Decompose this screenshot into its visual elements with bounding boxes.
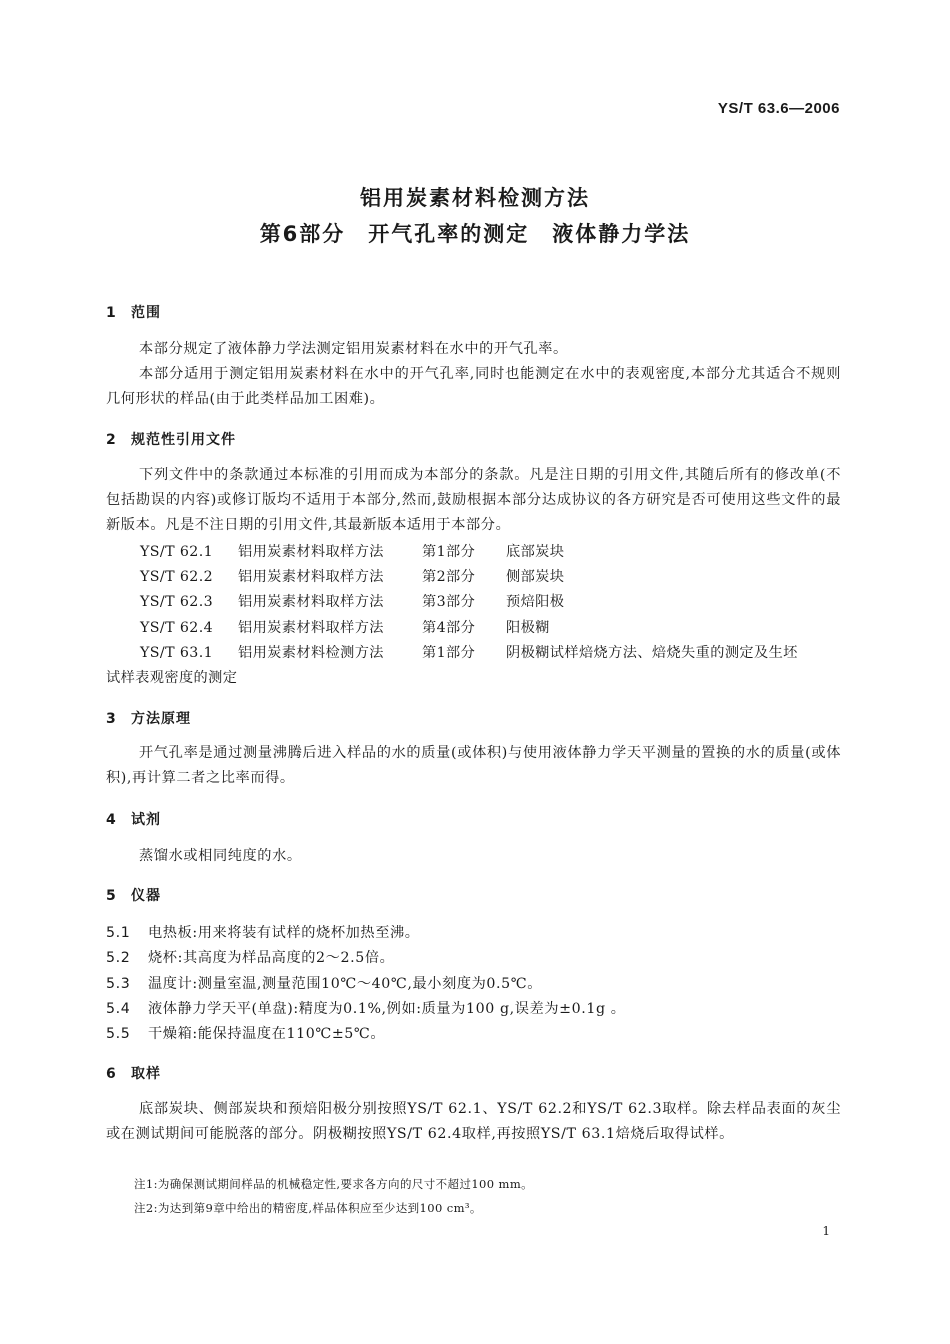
- section-heading-5: [106, 885, 161, 905]
- paragraph: 下列文件中的条款通过本标准的引用而成为本部分的条款。凡是注日期的引用文件,其随后所有的修改单(不包括勘误的内容)或修订版均不适用于本部分,然而,鼓励根据本部分达成协议的各方研究是否可使用这些文件的最新版本。凡是不注日期的引用文件,其最新版本适用于本部分。: [106, 467, 841, 533]
- reference-part: 第4部分: [422, 620, 476, 636]
- item-number: 5.5: [106, 1026, 131, 1042]
- reference-code: YS/T 62.4: [140, 620, 214, 636]
- item-text: 液体静力学天平(单盘):精度为0.1%,例如:质量为100 g,误差为±0.1g 。: [148, 1001, 626, 1017]
- reference-subject: 侧部炭块: [506, 569, 565, 585]
- list-item: [106, 947, 394, 967]
- reference-part: 第3部分: [422, 594, 476, 610]
- paragraph: 开气孔率是通过测量沸腾后进入样品的水的质量(或体积)与使用液体静力学天平测量的置换的水的质量(或体积),再计算二者之比率而得。: [106, 745, 841, 786]
- section-title: 方法原理: [131, 711, 191, 727]
- section-heading-1: [106, 302, 161, 322]
- reference-item: [140, 591, 564, 611]
- reference-title: 铝用炭素材料取样方法: [238, 544, 384, 560]
- reference-subject: 底部炭块: [506, 544, 565, 560]
- reference-item: [140, 642, 798, 662]
- note: 注2:为达到第9章中给出的精密度,样品体积应至少达到100 cm³。: [134, 1201, 482, 1215]
- item-text: 电热板:用来将装有试样的烧杯加热至沸。: [148, 925, 420, 941]
- reference-code: YS/T 63.1: [140, 645, 214, 661]
- reference-continuation: 试样表观密度的测定: [106, 670, 238, 686]
- section-heading-6: [106, 1063, 161, 1083]
- standard-code: YS/T 63.6—2006: [717, 100, 840, 117]
- reference-item: [140, 541, 564, 561]
- reference-subject: 预焙阳极: [506, 594, 565, 610]
- reference-code: YS/T 62.1: [140, 544, 214, 560]
- reference-code: YS/T 62.3: [140, 594, 214, 610]
- item-number: 5.1: [106, 925, 131, 941]
- note: 注1:为确保测试期间样品的机械稳定性,要求各方向的尺寸不超过100 mm。: [134, 1177, 534, 1191]
- list-item: [106, 922, 420, 942]
- section-heading-2: [106, 429, 236, 449]
- section-title: 试剂: [131, 812, 161, 828]
- section-title: 取样: [131, 1066, 161, 1082]
- document-title: 铝用炭素材料检测方法: [360, 186, 590, 210]
- section-number: 4: [106, 812, 117, 828]
- section-title: 规范性引用文件: [131, 432, 236, 448]
- section-title: 范围: [131, 305, 161, 321]
- reference-subject: 阳极糊: [506, 620, 550, 636]
- list-item: [106, 998, 626, 1018]
- item-number: 5.3: [106, 976, 131, 992]
- reference-title: 铝用炭素材料取样方法: [238, 620, 384, 636]
- document-subtitle: 第6部分 开气孔率的测定 液体静力学法: [259, 222, 691, 246]
- item-number: 5.4: [106, 1001, 131, 1017]
- reference-item: [140, 566, 564, 586]
- section-heading-3: [106, 708, 191, 728]
- item-text: 干燥箱:能保持温度在110℃±5℃。: [148, 1026, 386, 1042]
- section-heading-4: [106, 809, 161, 829]
- reference-title: 铝用炭素材料检测方法: [238, 645, 384, 661]
- section-number: 6: [106, 1066, 117, 1082]
- reference-part: 第2部分: [422, 569, 476, 585]
- list-item: [106, 1023, 385, 1043]
- reference-code: YS/T 62.2: [140, 569, 214, 585]
- paragraph: 蒸馏水或相同纯度的水。: [139, 848, 302, 864]
- paragraph: 本部分适用于测定铝用炭素材料在水中的开气孔率,同时也能测定在水中的表观密度,本部分尤其适合不规则几何形状的样品(由于此类样品加工困难)。: [106, 366, 841, 407]
- section-number: 1: [106, 305, 117, 321]
- paragraph: 底部炭块、侧部炭块和预焙阳极分别按照YS/T 62.1、YS/T 62.2和YS/T 62.3取样。除去样品表面的灰尘或在测试期间可能脱落的部分。阴极糊按照YS/T 62.4取样,再按照YS/T 63.1焙烧后取得试样。: [106, 1101, 841, 1142]
- item-number: 5.2: [106, 950, 131, 966]
- section-number: 3: [106, 711, 117, 727]
- reference-subject: 阴极糊试样焙烧方法、焙烧失重的测定及生坯: [506, 645, 798, 661]
- reference-part: 第1部分: [422, 544, 476, 560]
- reference-title: 铝用炭素材料取样方法: [238, 569, 384, 585]
- section-number: 5: [106, 888, 117, 904]
- reference-title: 铝用炭素材料取样方法: [238, 594, 384, 610]
- reference-part: 第1部分: [422, 645, 476, 661]
- reference-item: [140, 617, 550, 637]
- item-text: 温度计:测量室温,测量范围10℃～40℃,最小刻度为0.5℃。: [148, 976, 543, 992]
- section-title: 仪器: [131, 888, 161, 904]
- list-item: [106, 973, 542, 993]
- item-text: 烧杯:其高度为样品高度的2～2.5倍。: [148, 950, 395, 966]
- section-number: 2: [106, 432, 117, 448]
- paragraph: 本部分规定了液体静力学法测定铝用炭素材料在水中的开气孔率。: [139, 341, 568, 357]
- page-number: 1: [822, 1224, 830, 1238]
